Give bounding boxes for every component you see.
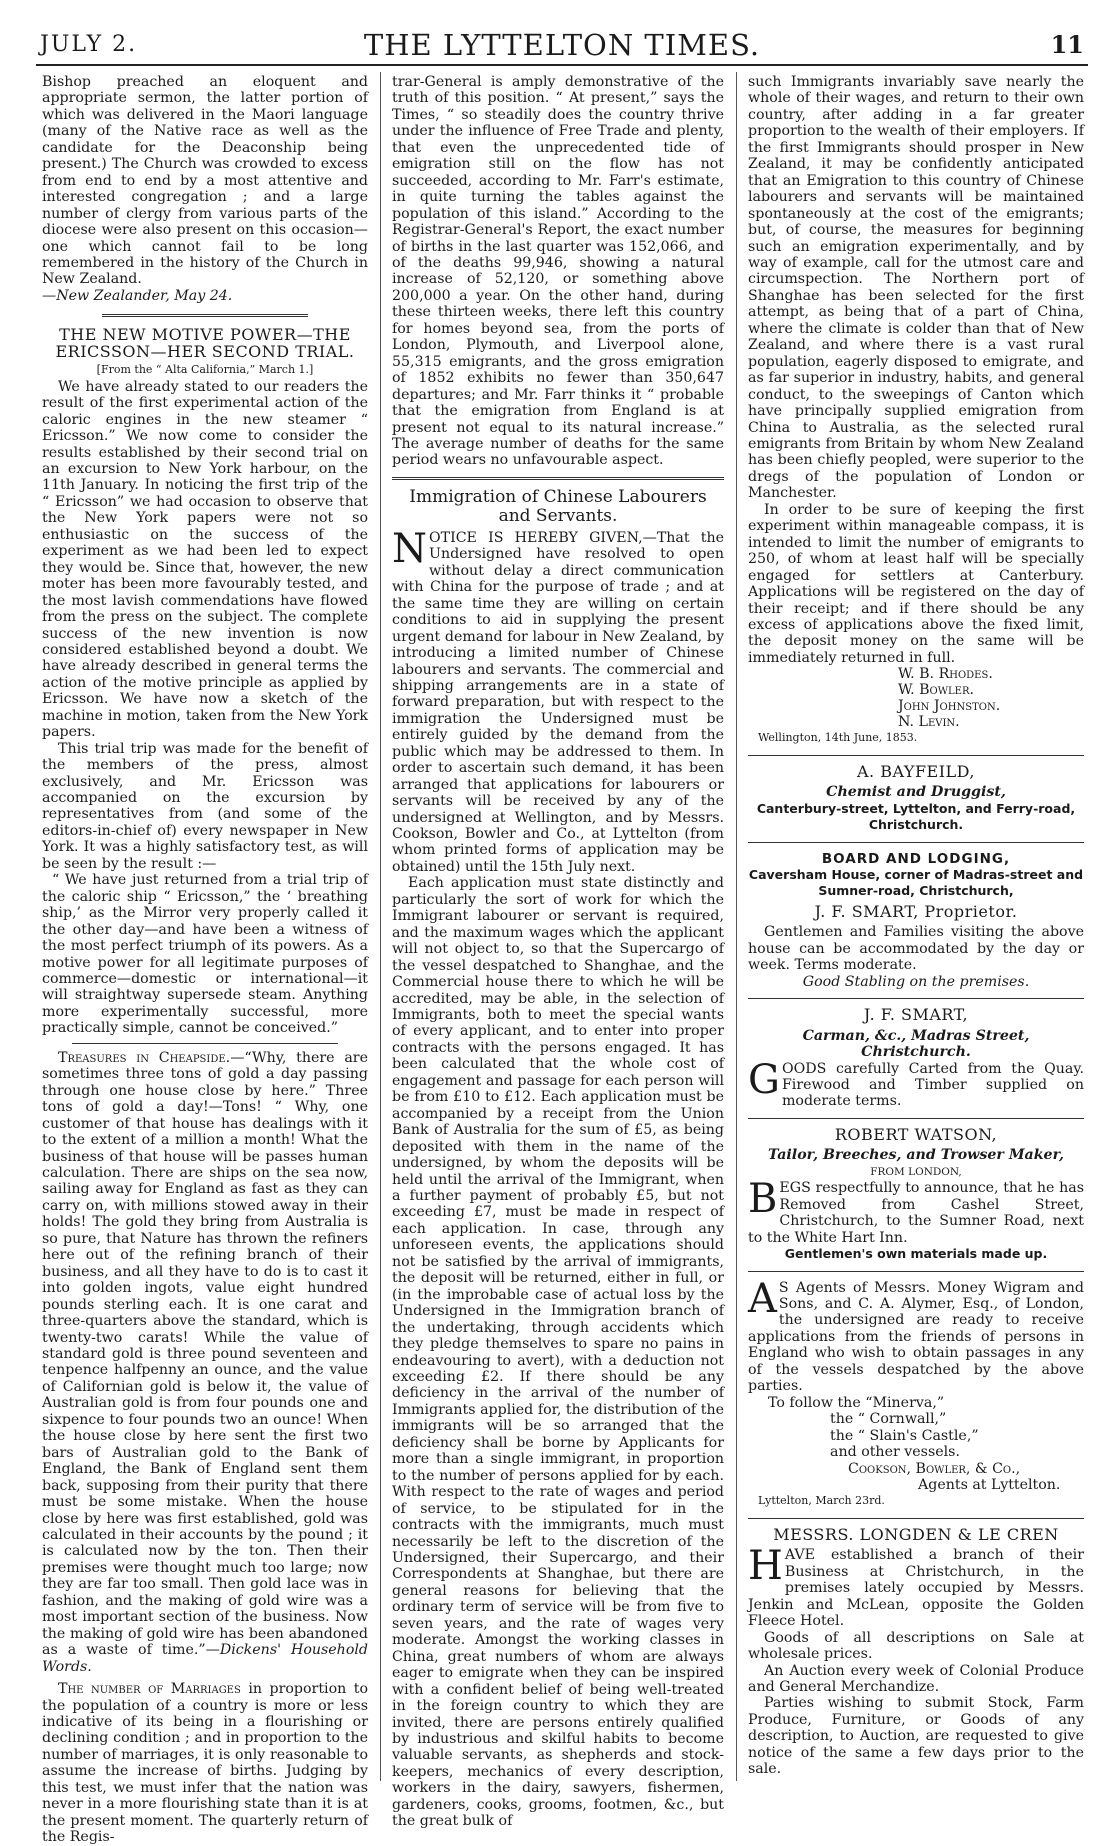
immigration-paragraph: Each application must state distinctly and particularly the sort of work for which the Immigrant labourer or servant is required, and the maximum wages which the applicant will not object to, so that the Supercargo of the vessel despatched to Shanghae, and the Commercial house there to which he will be accredited, may be able, in the selection of Immigrants, both to meet the special wants of every applicant, and to enter into proper contracts with the persons engaged. It has been calculated that the whole cost of engagement and passage for each person will be from £10 to £12. Each application must be accompanied by a receipt from the Union Bank of Australia for the sum of £5, as being deposited with them in the name of the undersigned, by whom the deposits will be held until the arrival of the Immigrant, when a further payment of probably £5, but not exceeding £7, must be made in respect of each application. In case, through any unforeseen events, the applications should not be satisfied by the arrival of immigrants, the deposit will be returned, either in full, or (in the improbable case of actual loss by the Undersigned in the Immigration branch of the undertaking, through accidents which they pledge themselves to spare no pains in endeavouring to avert), with a deduction not exceeding £2. If there should be any deficiency in the arrival of the number of Immigrants applied for, the distribution of the immigrants will be so arranged that the deficiency shall be borne by Applicants for more than a single immigrant, in proportion to the number of persons applied for by each. With respect to the rate of wages and period of service, to be stipulated for in the contracts with the immigrants, much must necessarily be left to the discretion of the Undersigned, their Supercargo, and their Correspondents at Shanghae, but there are general reasons for believing that the ordinary term of service will be from five to seven years, and the rate of wages very moderate. Amongst the working classes in China, great numbers of whom are always eager to emigrate when they can be inspired with a confident belief of being well-treated in the foreign country to which they are invited, there are persons entirely qualified by industrious and skilful habits to become valuable servants, as shepherds and stock-keepers, mechanics of every description, workers in the dairy, sawyers, fishermen, gardeners, cooks, grooms, footmen, &c., but the great bulk of — [392, 875, 724, 1830]
agents-ship: the “ Cornwall,” — [830, 1411, 947, 1428]
board-text: Gentlemen and Families visiting the above house can be accommodated by the day or week. Terms moderate. — [748, 924, 1084, 974]
board-stabling: Good Stabling on the premises. — [802, 973, 1030, 990]
motive-power-quote: “ We have just returned from a trial trip of the caloric ship “ Ericsson,” the ‘ breathing ship,’ as the Mirror very properly called it the other day—and have been a witness of the most perfect triumph of its powers. As a motive power for all legitimate purposes of commerce—domestic or international—it will straightway supersede steam. Anything more experimentally successful, more practically simple, cannot be conceived.” — [42, 872, 368, 1037]
signatory: W. Bowler. — [898, 682, 975, 699]
board-address: Caversham House, corner of Madras-street and Sumner-road, Christchurch, — [748, 867, 1084, 899]
signatory: N. Levin. — [898, 714, 960, 731]
longden-text — [748, 1543, 1084, 1630]
ad-rule — [748, 1118, 1084, 1119]
signatories — [748, 666, 1084, 730]
signatory: John Johnston. — [898, 698, 1001, 715]
section-rule — [72, 1043, 338, 1044]
watson-name: ROBERT WATSON, — [834, 1124, 998, 1144]
immigration-headline: Immigration of Chinese Labourers and Servants. — [409, 486, 707, 526]
drop-cap: B — [748, 1176, 778, 1223]
longden-body: AVE established a branch of their Business at Christchurch, in the premises lately occupied by Messrs. Jenkin and McLean, opposite the Golden Fleece Hotel. — [748, 1547, 1084, 1630]
smart-name: J. F. SMART, — [863, 1005, 969, 1025]
ad-rule — [748, 755, 1084, 756]
page-number: 11 — [1050, 30, 1084, 59]
masthead — [40, 22, 1084, 62]
treasures-body: —“Why, there are sometimes three tons of gold a day passing through one house close by here.” Three tons of gold a day!—Tons! “ Why, one customer of that house has dealings with it to the extent of a million a month! What the business of that house will be passes human calculation. There are ships on the sea now, sailing away for England as fast as they can carry on, with millions stowed away in their holds! The gold they bring from Australia is so pure, that Nature has thrown the refiners here out of the refining branch of their business, and all they have to do is to cast it into golden ingots, value eight hundred pounds sterling each. It is one carat and three-quarters above the standard, which is twenty-two carats! While the value of standard gold is three pound seventeen and tenpence halfpenny an ounce, and the value of Californian gold is below it, the value of Australian gold is from four pounds one and sixpence to four pounds two an ounce! When the house close by here sent the first two bars of Australian gold to the Bank of England, the Bank of England sent them back, supposing from their purity that there must be some mistake. When the house close by here was first established, gold was calculated in their accounts by the pound ; it is calculated now by the ton. Then their premises were thought much too large; now they are far too small. Then gold lace was in fashion, and the making of gold wire was a most important section of the business. Now the making of gold wire has been abandoned as a waste of time.”— — [42, 1049, 368, 1659]
smart-body: OODS carefully Carted from the Quay. Firewood and Timber supplied on moderate terms. — [781, 1060, 1084, 1110]
agents-follow: To follow the “Minerva,” — [768, 1394, 945, 1411]
ad-rule — [748, 1518, 1084, 1519]
ad-rule — [748, 842, 1084, 843]
watson-text — [748, 1176, 1084, 1246]
section-rule — [392, 477, 724, 480]
watson-body: EGS respectfully to announce, that he has Removed from Cashel Street, Christchurch, to the Sumner Road, next to the White Hart Inn. — [748, 1180, 1084, 1246]
motive-power-source: [From the “ Alta California,” March 1.] — [96, 363, 314, 377]
bayfeild-address: Canterbury-street, Lyttelton, and Ferry-road, Christchurch. — [756, 800, 1076, 833]
bishop-article: Bishop preached an eloquent and appropriate sermon, the latter portion of which was delivered in the Maori language (many of the Native race as well as the candidate for the Deaconship being present.) The Church was crowded to excess from end to end by a most attentive and interested congregation ; and a large number of clergy from various parts of the diocese were also present on this occasion—one which cannot fail to be long remembered in the history of the Church in New Zealand. — [42, 74, 368, 288]
longden-paragraph: Goods of all descriptions on Sale at wholesale prices. — [748, 1629, 1084, 1663]
smart-trade: Carman, &c., Madras Street, Christchurch. — [802, 1027, 1030, 1061]
smart-text — [748, 1056, 1084, 1110]
watson-note: Gentlemen's own materials made up. — [784, 1246, 1048, 1262]
board-proprietor: J. F. SMART, Proprietor. — [814, 901, 1018, 921]
bayfeild-name: A. BAYFEILD, — [856, 761, 976, 781]
agents-date: Lyttelton, March 23rd. — [758, 1494, 885, 1508]
drop-cap: A — [748, 1275, 777, 1322]
agents-ship: and other vessels. — [830, 1444, 960, 1461]
newspaper-title: THE LYTTELTON TIMES. — [363, 28, 761, 62]
immigration-continued: such Immigrants invariably save nearly the whole of their wages, and return to their own country, after adding in a far greater proportion to the wealth of their employers. If the first Immigrants should prosper in New Zealand, it may be confidently anticipated that an Emigration to this country of Chinese labourers and servants will be maintained spontaneously at the cost of the emigrants; but, of course, the measures for beginning such an emigration experimentally, and by way of example, call for the utmost care and circumspection. The Northern port of Shanghae has been selected for the first attempt, as being that of a part of China, where the climate is colder than that of New Zealand, and where there is a vast rural population, eagerly disposed to emigrate, and as far superior in industry, habits, and general conduct, to the sweepings of Canton which have principally supplied emigration from China to Australia, as the selected rural emigrants from Britain by whom New Zealand has been chiefly peopled, were superior to the dregs of the population of London or Manchester. — [748, 74, 1084, 502]
agents-firm: Cookson, Bowler, & Co., — [848, 1460, 1021, 1477]
agents-ship: the “ Slain's Castle,” — [830, 1427, 979, 1444]
marriages-article — [42, 1681, 368, 1846]
column-divider — [736, 72, 737, 1781]
watson-trade: Tailor, Breeches, and Trowser Maker, — [768, 1147, 1064, 1164]
drop-cap: N — [392, 525, 427, 572]
bayfeild-trade: Chemist and Druggist, — [826, 784, 1006, 801]
longden-paragraph: An Auction every week of Colonial Produce and General Merchandize. — [748, 1662, 1084, 1695]
immigration-notice — [392, 525, 724, 876]
column-3 — [748, 74, 1084, 1778]
marriages-lead: The number of Marriages — [58, 1681, 241, 1698]
motive-power-paragraph: We have already stated to our readers the result of the first experimental action of the caloric engines in the new steamer “ Ericsson.” We now come to consider the results established by their second trial on an excursion to New York harbour, on the 11th January. In noticing the first trip of the “ Ericsson” we had occasion to observe that the New York papers were not so enthusiastic on the success of the experiment as we had been led to expect they would be. Since that, however, the new moter has been more favourably tested, and the most lavish commendations have flowed from the press on the subject. The complete success of the new invention is now considered established beyond a doubt. We have already described in general terms the action of the motive principle as applied by Ericsson. We have now a sketch of the machine in motion, taken from the New York papers. — [42, 378, 368, 741]
agents-body: S Agents of Messrs. Money Wigram and Sons, and C. A. Alymer, Esq., of London, the undersigned are ready to receive applications from the friends of persons in England who wish to obtain passages in any of the vessels despatched by the above parties. — [748, 1279, 1084, 1395]
column-divider — [380, 72, 381, 1781]
motive-power-headline: THE NEW MOTIVE POWER—THE ERICSSON—HER SECOND TRIAL. — [55, 325, 355, 361]
board-title: BOARD AND LODGING, — [821, 850, 1011, 867]
marriages-continued: trar-General is amply demonstrative of the truth of this position. “ At present,” says the Times, “ so steadily does the country thrive under the influence of Free Trade and plenty, that even the unprecedented tide of emigration still on the flow has not succeeded, according to Mr. Farr's estimate, in quite turning the tables against the population of this island.” According to the Registrar-General's Report, the exact number of births in the last quarter was 152,066, and of the deaths 99,946, showing a natural increase of 52,120, or something above 200,000 a year. On the other hand, during these thirteen weeks, there left this country for homes beyond sea, from the ports of London, Plymouth, and Liverpool alone, 55,315 emigrants, and the gross emigration of 1852 exhibits no fewer than 350,647 departures; and Mr. Farr thinks it “ probable that the emigration from England is at present not equal to its natural increase.” The average number of deaths for the same period wears no unfavourable aspect. — [392, 74, 724, 469]
ad-rule — [748, 998, 1084, 999]
agents-text — [748, 1275, 1084, 1395]
treasures-article — [42, 1050, 368, 1675]
treasures-source: Dickens' Household Words. — [42, 1642, 368, 1675]
header-rule — [36, 64, 1088, 66]
watson-from: FROM LONDON, — [870, 1165, 962, 1178]
drop-cap: H — [748, 1543, 783, 1590]
column-2 — [392, 74, 724, 1830]
immigration-notice-body: OTICE IS HEREBY GIVEN,—That the Undersigned have resolved to open without delay a direct communication with China for the purpose of trade ; and at the same time they are willing on certain conditions to aid in supplying the present urgent demand for labour in New Zealand, by introducing a limited number of Chinese labourers and servants. The commercial and shipping arrangements are in a state of forward preparation, but with respect to the immigration the Undersigned must be entirely guided by the demand from the public which may be addressed to them. In order to ascertain such demand, it has been arranged that applications for labourers or servants will be received by any of the undersigned at Wellington, and by Messrs. Cookson, Bowler and Co., at Lyttelton (from whom printed forms of application may be obtained) until the 15th July next. — [392, 529, 724, 875]
section-rule — [102, 314, 308, 317]
issue-date: JULY 2. — [40, 32, 138, 57]
drop-cap: G — [748, 1056, 780, 1103]
treasures-lead: Treasures in Cheapside. — [58, 1049, 231, 1066]
column-1 — [42, 74, 368, 1846]
bishop-source: —New Zealander, May 24. — [42, 287, 233, 304]
signatory: W. B. Rhodes. — [898, 666, 993, 683]
agents-role: Agents at Lyttelton. — [918, 1476, 1061, 1493]
notice-dateline: Wellington, 14th June, 1853. — [758, 731, 918, 745]
longden-paragraph: Parties wishing to submit Stock, Farm Produce, Furniture, or Goods of any description, to Auction, are requested to give notice of the same a few days prior to the sale. — [748, 1695, 1084, 1778]
marriages-body: in proportion to the population of a country is more or less indicative of its being in a flourishing or declining condition ; and in proportion to the number of marriages, it is only reasonable to assume the increase of births. Judging by this test, we must infer that the nation was never in a more flourishing state than it is at the present moment. The quarterly return of the Regis- — [42, 1681, 368, 1846]
motive-power-paragraph: This trial trip was made for the benefit of the members of the press, almost exclusively, and Mr. Ericsson was accompanied on the excursion by representatives from (and some of the editors-in-chief of) every newspaper in New York. It was a highly satisfactory test, as will be seen by the result :— — [42, 740, 368, 872]
immigration-paragraph: In order to be sure of keeping the first experiment within manageable compass, it is intended to limit the number of emigrants to 250, of whom at least half will be specially engaged for settlers at Canterbury. Applications will be registered on the day of their receipt; and if there should be any excess of applications above the fixed limit, the deposit money on the same will be immediately returned in full. — [748, 501, 1084, 666]
ad-rule — [748, 1271, 1084, 1272]
longden-title: MESSRS. LONGDEN & LE CREN — [773, 1524, 1059, 1544]
